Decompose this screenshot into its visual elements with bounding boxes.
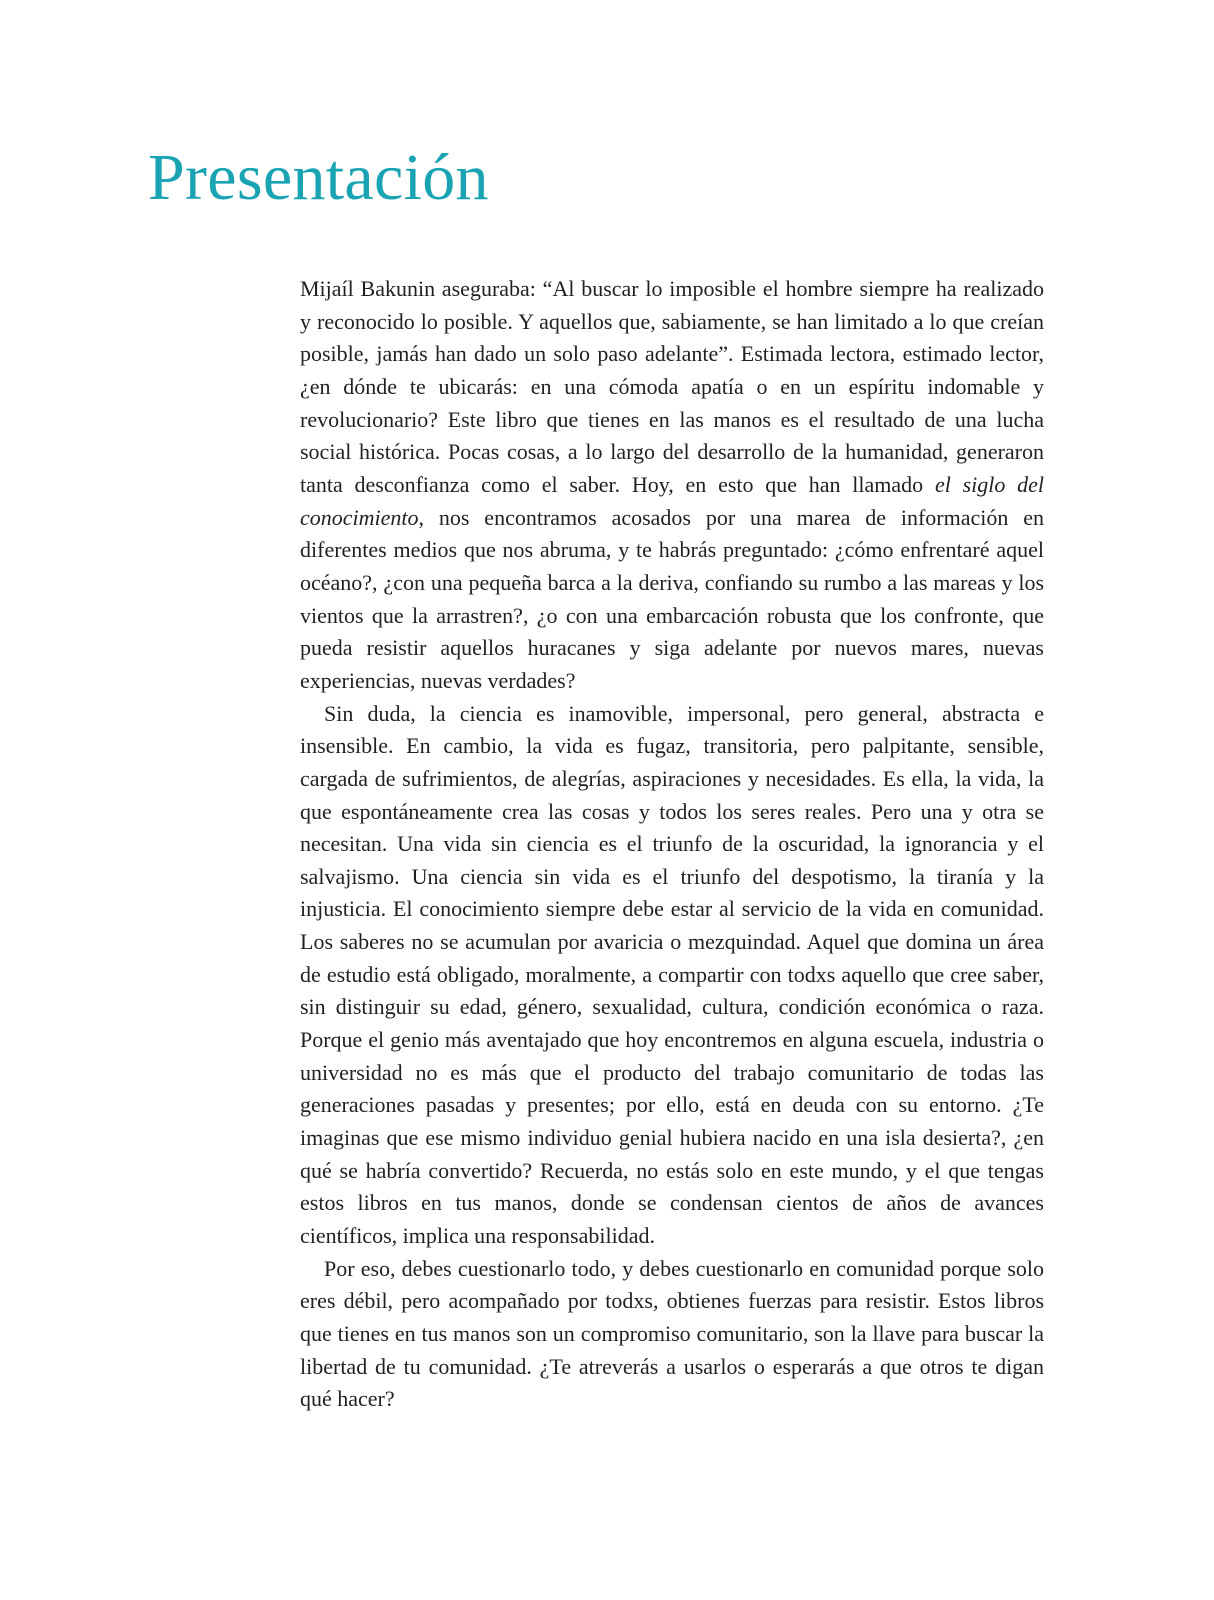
page-title: Presentación bbox=[148, 141, 489, 214]
paragraph-2: Sin duda, la ciencia es inamovible, impersonal, pero general, abstracta e insensible. En cambio, la vida es fugaz, transitoria, pero palpitante, sensible, cargada de sufrimientos, de alegrías, aspiraciones y necesidades. Es ella, la vida, la que espontáneamente crea las cosas y todos los seres reales. Pero una y otra se necesitan. Una vida sin ciencia es el triunfo de la oscuridad, la ignorancia y el salvajismo. Una ciencia sin vida es el triunfo del despotismo, la tiranía y la injusticia. El conocimiento siempre debe estar al servicio de la vida en comunidad. Los saberes no se acumulan por avaricia o mezquindad. Aquel que domina un área de estudio está obligado, moralmente, a compartir con todxs aquello que cree saber, sin distinguir su edad, género, sexualidad, cultura, condición económica o raza. Porque el genio más aventajado que hoy encontremos en alguna escuela, industria o universidad no es más que el producto del trabajo comunitario de todas las generaciones pasadas y presentes; por ello, está en deuda con su entorno. ¿Te imaginas que ese mismo individuo genial hubiera nacido en una isla desierta?, ¿en qué se habría convertido? Recuerda, no estás solo en este mundo, y el que tengas estos libros en tus manos, donde se condensan cientos de años de avances científicos, implica una responsabilidad. bbox=[300, 700, 1044, 1249]
paragraph-1-italic-phrase: el siglo del conocimiento bbox=[300, 471, 1044, 530]
body-text bbox=[300, 273, 1044, 1416]
paragraph-1-text-a: Mijaíl Bakunin aseguraba: “Al buscar lo imposible el hombre siempre ha realizado y reconocido lo posible. Y aquellos que, sabiamente, se han limitado a lo que creían posible, jamás han dado un solo paso adelante”. Estimada lectora, estimado lector, ¿en dónde te ubicarás: en una cómoda apatía o en un espíritu indomable y revolucionario? Este libro que tienes en las manos es el resultado de una lucha social histórica. Pocas cosas, a lo largo del desarrollo de la humanidad, generaron tanta desconfianza como el saber. Hoy, en esto que han llamado bbox=[300, 276, 1044, 497]
paragraph-1 bbox=[300, 273, 1044, 698]
paragraph-1-text-b: , nos encontramos acosados por una marea de información en diferentes medios que nos abruma, y te habrás preguntado: ¿cómo enfrentaré aquel océano?, ¿con una pequeña barca a la deriva, confiando su rumbo a las mareas y los vientos que la arrastren?, ¿o con una embarcación robusta que los confronte, que pueda resistir aquellos huracanes y siga adelante por nuevos mares, nuevas experiencias, nuevas verdades? bbox=[300, 504, 1044, 693]
paragraph-3: Por eso, debes cuestionarlo todo, y debes cuestionarlo en comunidad porque solo eres débil, pero acompañado por todxs, obtienes fuerzas para resistir. Estos libros que tienes en tus manos son un compromiso comunitario, son la llave para buscar la libertad de tu comunidad. ¿Te atreverás a usarlos o esperarás a que otros te digan qué hacer? bbox=[300, 1255, 1044, 1412]
